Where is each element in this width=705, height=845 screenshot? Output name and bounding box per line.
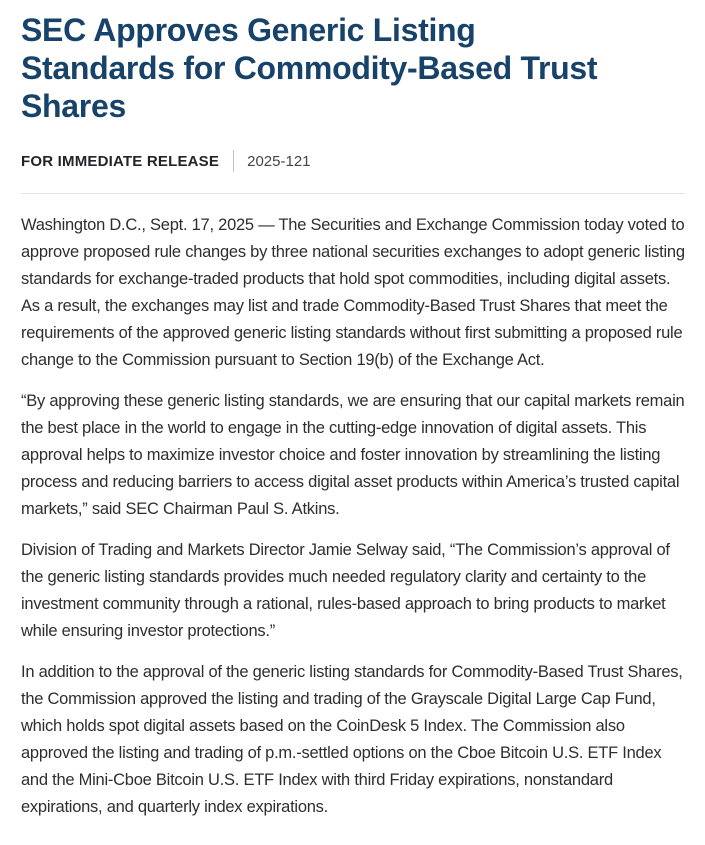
body-paragraph: In addition to the approval of the generic listing standards for Commodity-Based Trust Shares, the Commission approved the listing and trading of the Grayscale Digital Large Cap Fund, which holds spot digital assets based on the CoinDesk 5 Index. The Commission also approved the listing and trading of p.m.-settled options on the Cboe Bitcoin U.S. ETF Index and the Mini-Cboe Bitcoin U.S. ETF Index with third Friday expirations, nonstandard expirations, and quarterly index expirations. (21, 663, 683, 817)
body-paragraph: Division of Trading and Markets Director Jamie Selway said, “The Commission’s approval of the generic listing standards provides much needed regulatory clarity and certainty to the investment community through a rational, rules-based approach to bring products to market while ensuring investor protections.” (21, 541, 670, 641)
release-label: FOR IMMEDIATE RELEASE (21, 152, 220, 170)
section-divider (21, 193, 685, 194)
vertical-divider (233, 150, 234, 172)
release-info-row (21, 150, 685, 172)
body-paragraph: Washington D.C., Sept. 17, 2025 — The Securities and Exchange Commission today voted to approve proposed rule changes by three national securities exchanges to adopt generic listing standards for exchange-traded products that hold spot commodities, including digital assets. As a result, the exchanges may list and trade Commodity-Based Trust Shares that meet the requirements of the approved generic listing standards without first submitting a proposed rule change to the Commission pursuant to Section 19(b) of the Exchange Act. (21, 216, 685, 370)
page-title: SEC Approves Generic Listing Standards for Commodity-Based Trust Shares (21, 12, 598, 124)
body-paragraph: “By approving these generic listing standards, we are ensuring that our capital markets remain the best place in the world to engage in the cutting-edge innovation of digital assets. This approval helps to maximize investor choice and foster innovation by streamlining the listing process and reducing barriers to access digital asset products within America’s trusted capital markets,” said SEC Chairman Paul S. Atkins. (21, 392, 685, 519)
release-number: 2025-121 (247, 152, 311, 170)
